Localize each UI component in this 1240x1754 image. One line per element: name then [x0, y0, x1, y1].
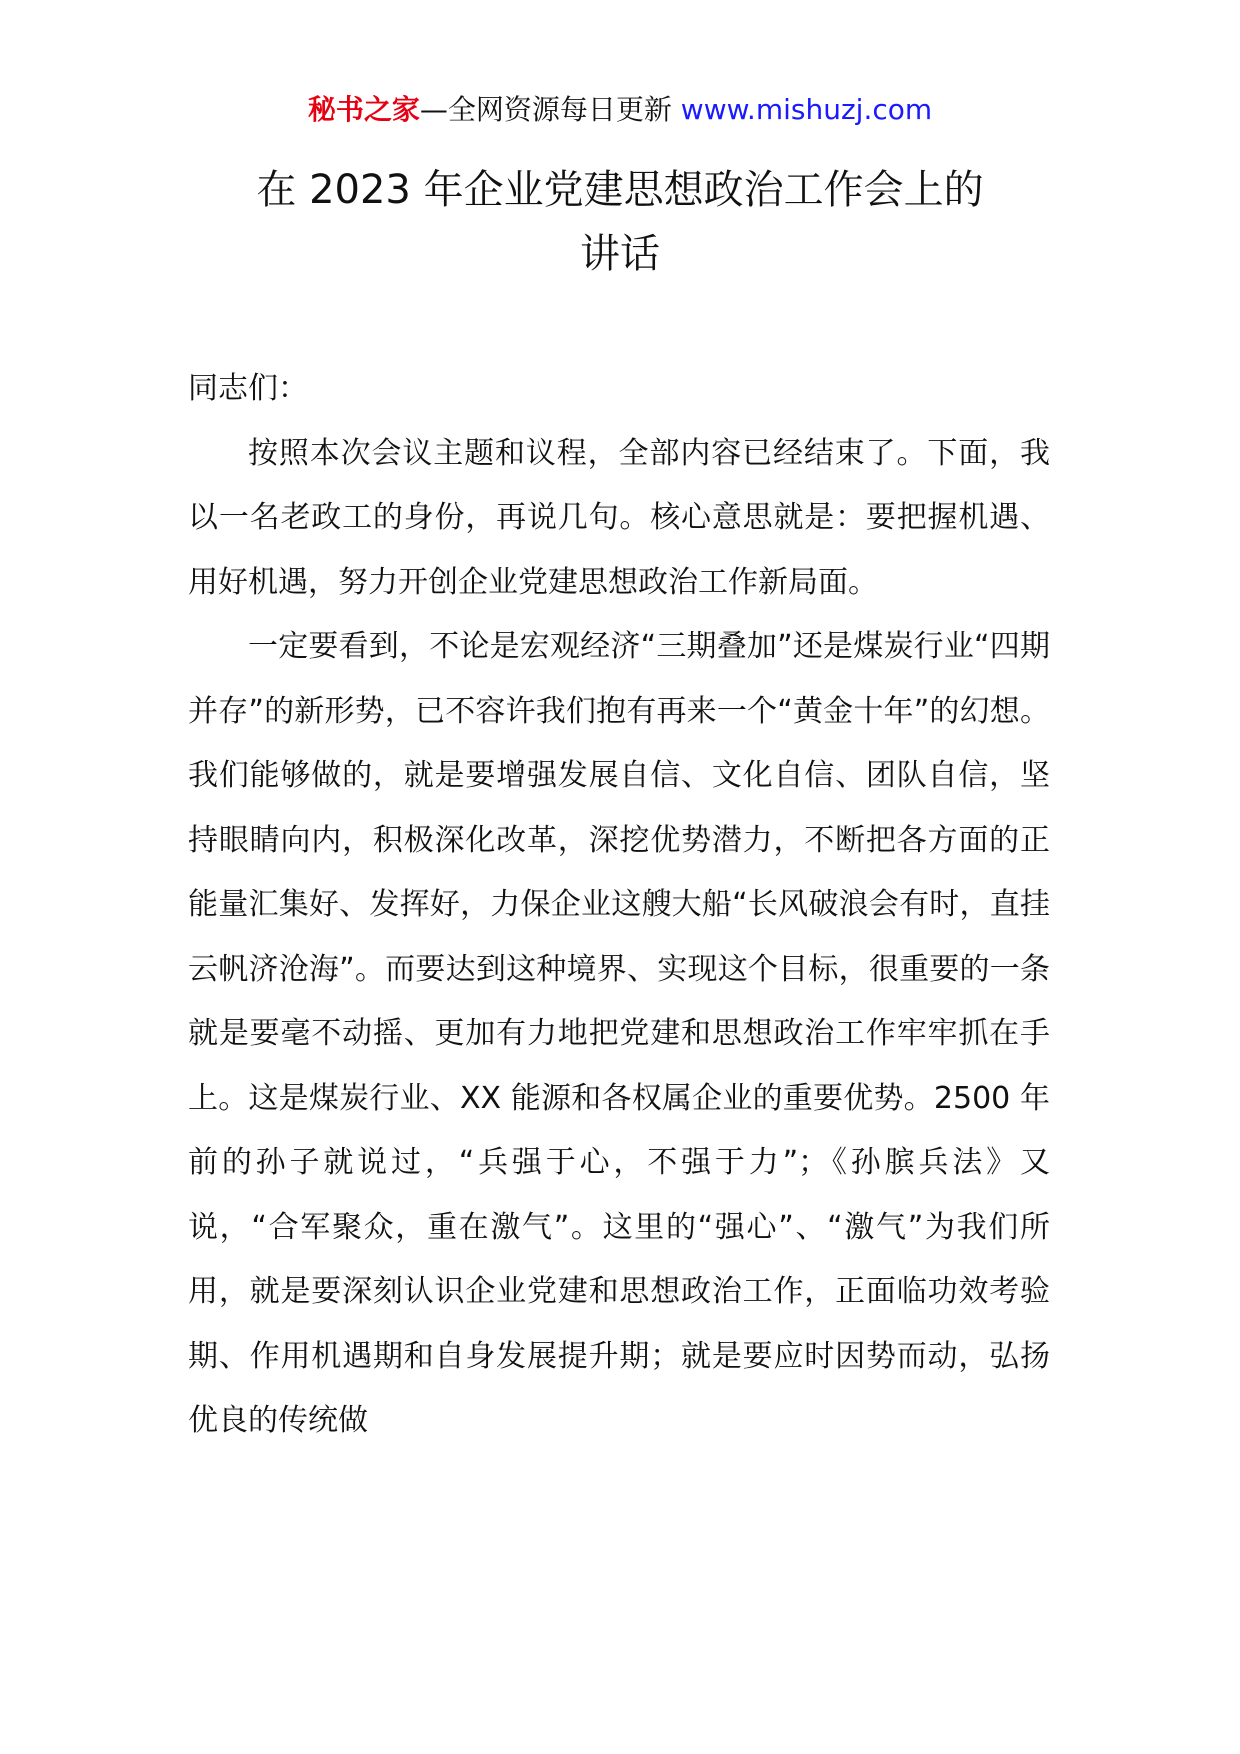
site-slogan: —全网资源每日更新 — [419, 93, 672, 126]
body-paragraph-1: 按照本次会议主题和议程，全部内容已经结束了。下面，我以一名老政工的身份，再说几句。核心意思就是：要把握机遇、用好机遇，努力开创企业党建思想政治工作新局面。 — [188, 435, 1050, 600]
body-paragraph-2: 一定要看到，不论是宏观经济“三期叠加”还是煤炭行业“四期并存”的新形势，已不容许我们抱有再来一个“黄金十年”的幻想。我们能够做的，就是要增强发展自信、文化自信、团队自信，坚持眼睛向内，积极深化改革，深挖优势潜力，不断把各方面的正能量汇集好、发挥好，力保企业这艘大船“长风破浪会有时，直挂云帆济沧海”。而要达到这种境界、实现这个目标，很重要的一条就是要毫不动摇、更加有力地把党建和思想政治工作牢牢抓在手上。这是煤炭行业、XX 能源和各权属企业的重要优势。2500 年前的孙子就说过，“兵强于心，不强于力”；《孙膑兵法》又说，“合军聚众，重在激气”。这里的“强心”、“激气”为我们所用，就是要深刻认识企业党建和思想政治工作，正面临功效考验期、作用机遇期和自身发展提升期；就是要应时因势而动，弘扬优良的传统做 — [188, 629, 1050, 1438]
site-header — [0, 90, 1240, 130]
salutation: 同志们： — [188, 371, 308, 406]
document-title-line-1: 在 2023 年企业党建思想政治工作会上的 — [256, 167, 984, 213]
site-url-link[interactable]: www.mishuzj.com — [680, 93, 933, 126]
document-title-line-2: 讲话 — [580, 231, 660, 277]
document-title — [180, 158, 1060, 286]
site-brand: 秘书之家 — [307, 93, 420, 126]
document-body — [188, 357, 1050, 1454]
